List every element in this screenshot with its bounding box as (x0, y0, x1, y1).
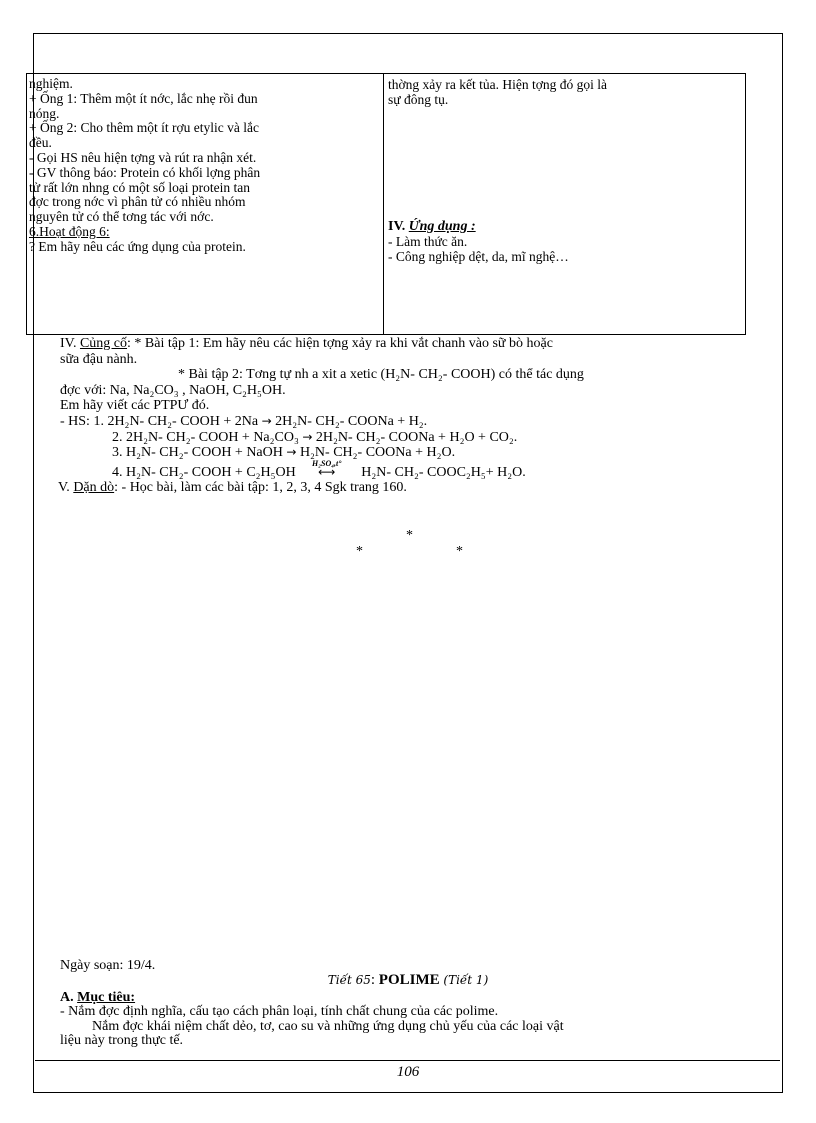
arrow-icon: → (286, 445, 297, 460)
equation-left: 3. H₂N- CH₂- COOH + NaOH (112, 445, 287, 461)
equation-right: H₂N- CH₂- COOC₂H₅+ H₂O. (357, 464, 526, 480)
equation-right: 2H₂N- CH₂- COONa + H₂O + CO₂. (312, 429, 518, 445)
arrow-icon: → (261, 413, 272, 428)
objective-item: Nắm đợc khái niệm chất dẻo, tơ, cao su và những ứng dụng chủ yếu của các loại vật (92, 1018, 564, 1034)
objectives-list (60, 1005, 760, 1049)
footer-rule (35, 1060, 780, 1061)
double-arrow-icon: ⟷ (318, 464, 336, 479)
star: * (456, 544, 463, 559)
table-line: - Gọi HS nêu hiện tợng và rút ra nhận xét. (29, 149, 257, 165)
exercise-1: : * Bài tập 1: Em hãy nêu các hiện tợng xảy ra khi vắt chanh vào sữ bò hoặc (127, 336, 553, 351)
equation-4 (60, 458, 760, 481)
table-line: + Ống 1: Thêm một ít nớc, lắc nhẹ rồi đun (29, 90, 258, 106)
section-prefix: IV. (60, 336, 80, 351)
equation-left: 2. 2H₂N- CH₂- COOH + Na₂CO₃ (112, 429, 303, 445)
equation-2 (60, 430, 760, 446)
reaction-condition (296, 458, 358, 481)
homework-text: : - Học bài, làm các bài tập: 1, 2, 3, 4 Sgk trang 160. (114, 480, 407, 496)
condition-label: H₂SO₄,t° (312, 458, 342, 468)
table-line: đợc trong nớc vì phân tử có nhiều nhóm (29, 194, 246, 210)
heading-prefix: A. (60, 990, 78, 1005)
equation-left: 4. H₂N- CH₂- COOH + C₂H₅OH (112, 464, 296, 480)
equation-1 (60, 414, 760, 430)
table-line: nguyên tử có thể tơng tác với nớc. (29, 209, 214, 225)
preparation-date: Ngày soạn: 19/4. (60, 958, 156, 973)
equation-3 (60, 445, 760, 461)
table-line: - Công nghiệp dệt, da, mĩ nghệ… (388, 249, 569, 264)
lesson-title (0, 972, 816, 989)
objective-item: liệu này trong thực tế. (60, 1033, 184, 1048)
section-label: Củng cố (79, 336, 128, 351)
text-line: Em hãy viết các PTPƯ đó. (60, 398, 210, 414)
table-line: + Ống 2: Cho thêm một ít rợu etylic và lắc (29, 120, 259, 136)
ung-dung-heading (388, 219, 741, 234)
table-line: - GV thông báo: Protein có khối lợng phân (29, 164, 261, 180)
star: * (406, 528, 413, 543)
text-line: sữa đậu nành. (60, 351, 138, 367)
activity-heading: 6.Hoạt động 6: (29, 223, 110, 239)
table-line: sự đông tụ. (388, 92, 449, 107)
page-number: 106 (396, 1064, 420, 1080)
section-prefix: V. (58, 480, 74, 496)
title-colon: : (370, 972, 379, 988)
equation-left: - HS: 1. 2H₂N- CH₂- COOH + 2Na (60, 413, 262, 429)
content-column (384, 74, 745, 334)
table-line: tử rất lớn nhng có một số loại protein tan (29, 179, 251, 195)
exercise-2: * Bài tập 2: Tơng tự nh a xit a xetic (H₂N- CH₂- COOH) có thể tác dụng (178, 367, 584, 383)
heading-label: Mục tiêu: (77, 990, 136, 1005)
section-label: Dặn dò (73, 480, 115, 496)
table-line: ? Em hãy nêu các ứng dụng của protein. (29, 238, 246, 254)
equation-right: H₂N- CH₂- COONa + H₂O. (296, 445, 456, 461)
table-line: nghiệm. (29, 76, 73, 91)
table-line: thờng xảy ra kết tủa. Hiện tợng đó gọi là (388, 77, 607, 92)
table-line: đều. (29, 135, 52, 151)
lesson-part: (Tiết 1) (443, 973, 489, 987)
table-line: - Làm thức ăn. (388, 234, 468, 249)
equation-right: 2H₂N- CH₂- COONa + H₂. (271, 413, 428, 429)
text-line: đợc với: Na, Na₂CO₃ , NaOH, C₂H₅OH. (60, 382, 286, 398)
dando-line (58, 480, 760, 496)
arrow-icon: → (302, 429, 313, 444)
heading-prefix: IV. (388, 219, 409, 234)
consolidation-section (60, 336, 760, 496)
star: * (356, 544, 363, 559)
lesson-name: POLIME (378, 972, 440, 988)
lesson-table (26, 73, 746, 335)
teacher-activity-column (27, 74, 384, 334)
lesson-number: Tiết 65 (327, 973, 371, 987)
objective-item: - Nắm đợc định nghĩa, cấu tạo cách phân loại, tính chất chung của các polime. (60, 1004, 499, 1019)
table-line: nóng. (29, 105, 60, 121)
cungco-line (60, 336, 760, 352)
heading-label: Ứng dụng : (408, 219, 476, 234)
